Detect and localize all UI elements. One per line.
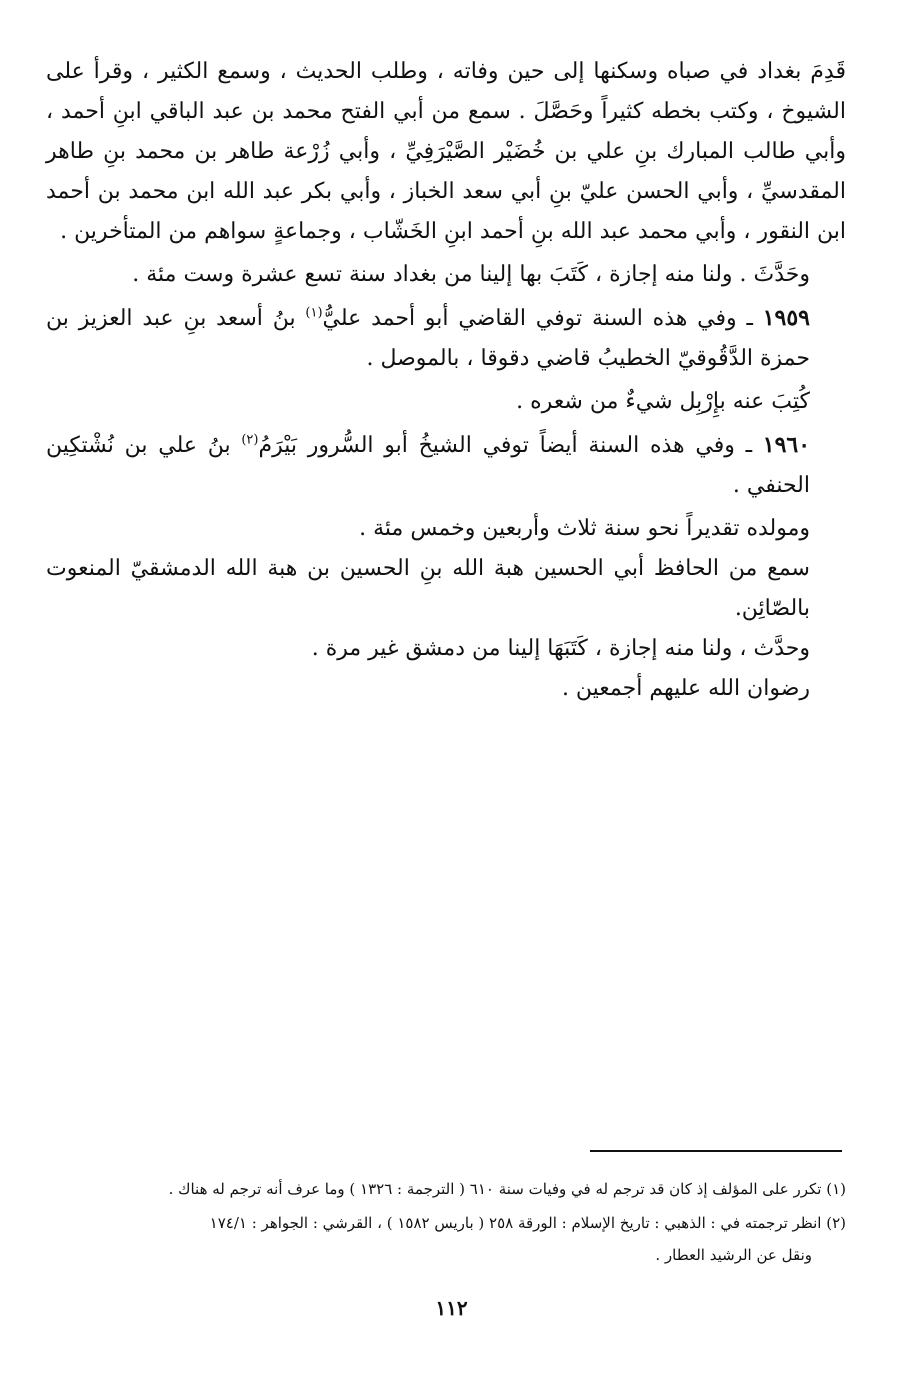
paragraph-teachers: سمع من الحافظ أبي الحسين هبة الله بنِ الحسين بن هبة الله الدمشقيّ المنعوت بالصّائِن. xyxy=(46,556,810,621)
main-text xyxy=(46,52,846,709)
footnote-divider xyxy=(590,1150,842,1152)
footnote-2-continued: ونقل عن الرشيد العطار . xyxy=(655,1246,812,1264)
footnote-marker: (٢) xyxy=(241,432,259,448)
footnotes xyxy=(46,1172,846,1270)
paragraph-closing: رضوان الله عليهم أجمعين . xyxy=(561,676,810,701)
paragraph-poetry: كُتِبَ عنه بإِرْبِل شيءٌ من شعره . xyxy=(516,389,810,414)
paragraph-narration: وحدَّث ، ولنا منه إجازة ، كَتَبَهَا إلينا من دمشق غير مرة . xyxy=(311,636,810,661)
paragraph-birth: ومولده تقديراً نحو سنة ثلاث وأربعين وخمس مئة . xyxy=(359,516,810,541)
entry-text: ـ وفي هذه السنة أيضاً توفي الشيخُ أبو السُّرور بَيْرَمُ xyxy=(258,433,763,458)
footnote-marker: (١) xyxy=(305,305,323,321)
paragraph-ijaza: وحَدَّثَ . ولنا منه إجازة ، كَتَبَ بها إلينا من بغداد سنة تسع عشرة وست مئة . xyxy=(132,262,810,287)
entry-number: ١٩٦٠ xyxy=(762,432,811,458)
footnote-2: (٢) انظر ترجمته في : الذهبي : تاريخ الإسلام : الورقة ٢٥٨ ( باريس ١٥٨٢ ) ، القرشي : الجواهر : ١٧٤/١ xyxy=(209,1214,846,1232)
entry-text-continued: بنُ علي بن نُشْتكِين الحنفي . xyxy=(46,433,810,498)
entry-1959 xyxy=(46,298,846,379)
entry-text-continued: بنُ أسعد بنِ عبد العزيز بن حمزة الدَّقُوقيّ الخطيبُ قاضي دقوقا ، بالموصل . xyxy=(46,306,810,371)
entry-number: ١٩٥٩ xyxy=(762,305,810,331)
paragraph-biography: قَدِمَ بغداد في صباه وسكنها إلى حين وفاته ، وطلب الحديث ، وسمع الكثير ، وقرأ على الشيوخ ، وكتب بخطه كثيراً وحَصَّلَ . سمع من أبي الفتح محمد بن عبد الباقي ابنِ أحمد ، وأبي طالب المبارك بنِ علي بن خُضَيْر الصَّيْرَفِيِّ ، وأبي زُرْعة طاهر بن محمد بنِ طاهر المقدسيِّ ، وأبي الحسن عليّ بنِ أبي سعد الخباز ، وأبي بكر عبد الله ابن محمد بن أحمد ابن النقور ، وأبي محمد عبد الله بنِ أحمد ابنِ الخَشّاب ، وجماعةٍ سواهم من المتأخرين . xyxy=(46,59,846,244)
page-number: ١١٢ xyxy=(435,1296,468,1320)
footnote-1: (١) تكرر على المؤلف إذ كان قد ترجم له في وفيات سنة ٦١٠ ( الترجمة : ١٣٢٦ ) وما عرف أنه ترجم له هناك . xyxy=(168,1180,846,1198)
entry-1960 xyxy=(46,425,846,506)
entry-text: ـ وفي هذه السنة توفي القاضي أبو أحمد عليُّ xyxy=(322,306,763,331)
